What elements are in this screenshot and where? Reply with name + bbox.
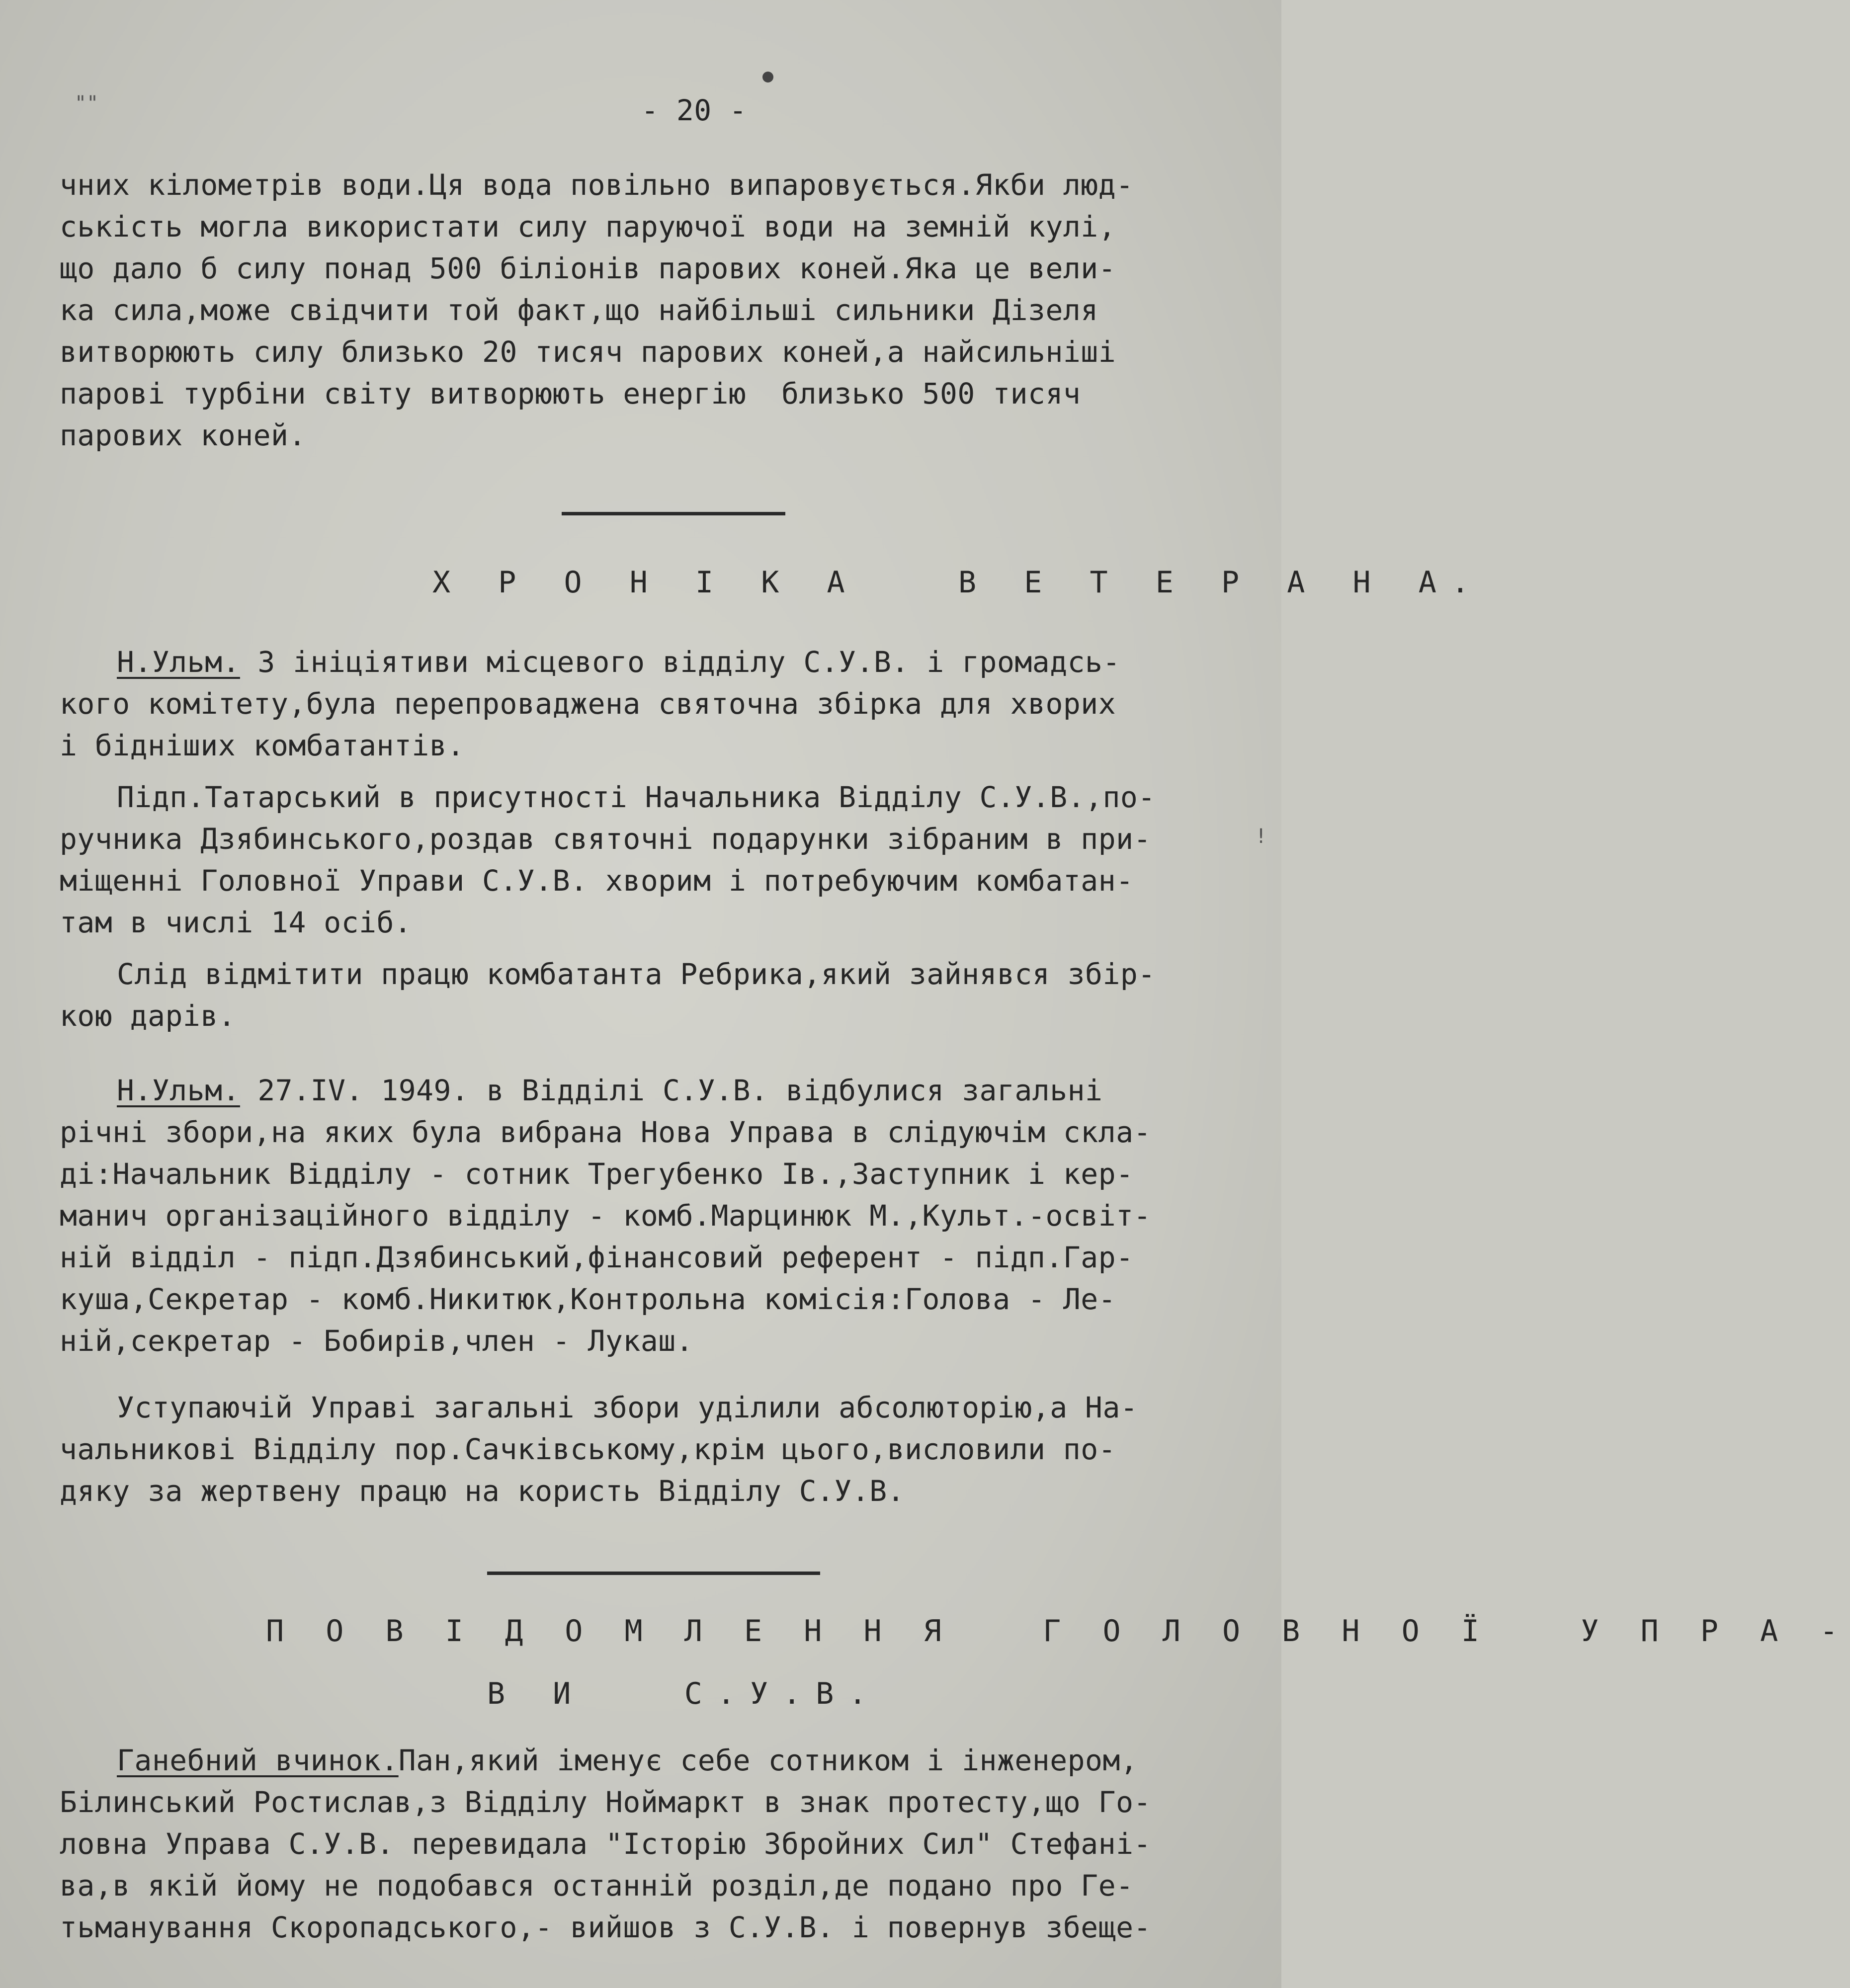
section-divider: [487, 1572, 820, 1575]
text-line: ка сила,може свідчити той факт,що найбільші сильники Дізеля: [60, 293, 1098, 327]
text-fragment: 27.IV. 1949. в Відділі С.У.В. відбулися загальні: [240, 1074, 1103, 1107]
place-name: Н.Ульм.: [117, 645, 240, 679]
text-line: там в числі 14 осіб.: [60, 906, 412, 939]
place-name: Н.Ульм.: [117, 1074, 240, 1107]
text-line: парових коней.: [60, 418, 306, 452]
section-title-announcement: П О В І Д О М Л Е Н Н Я Г О Л О В Н О Ї У П Р А -: [266, 1614, 1850, 1649]
text-line: парові турбіни світу витворюють енергію близько 500 тисяч: [60, 377, 1081, 411]
stray-mark-top-left: "": [75, 92, 99, 115]
text-line: ді:Начальник Відділу - сотник Трегубенко Ів.,Заступник і кер-: [60, 1157, 1134, 1191]
text-line: ній відділ - підп.Дзябинський,фінансовий референт - підп.Гар-: [60, 1241, 1134, 1274]
section-title-veteran-chronicle: Х Р О Н І К А В Е Т Е Р А Н А.: [432, 565, 1484, 600]
text-line: і бідніших комбатантів.: [60, 729, 465, 762]
text-line: міщенні Головної Управи С.У.В. хворим і потребуючим комбатан-: [60, 864, 1134, 898]
text-line: дяку за жертвену працю на користь Відділу С.У.В.: [60, 1474, 905, 1508]
text-line: річні збори,на яких була вибрана Нова Управа в слідуючім скла-: [60, 1115, 1151, 1149]
text-line: [117, 1740, 1138, 1781]
text-line: ловна Управа С.У.В. перевидала "Історію Збройних Сил" Стефані-: [60, 1827, 1151, 1861]
text-line: Білинський Ростислав,з Відділу Ноймаркт в знак протесту,що Го-: [60, 1785, 1151, 1819]
text-line: [117, 1070, 1102, 1111]
page-number: - 20 -: [641, 93, 747, 127]
text-line: ній,секретар - Бобирів,член - Лукаш.: [60, 1324, 694, 1358]
lead-phrase: Ганебний вчинок.: [117, 1743, 399, 1777]
text-line: чних кілометрів води.Ця вода повільно випаровується.Якби люд-: [60, 168, 1134, 202]
text-line: Підп.Татарський в присутності Начальника Відділу С.У.В.,по-: [117, 780, 1156, 814]
text-line: чальникові Відділу пор.Сачківському,крім цього,висловили по-: [60, 1432, 1116, 1466]
stray-mark-right-margin: !: [1255, 825, 1267, 848]
text-line: манич організаційного відділу - комб.Марцинюк М.,Культ.-освіт-: [60, 1199, 1151, 1233]
text-line: тьманування Скоропадського,- вийшов з С.У.В. і повернув збеще-: [60, 1910, 1151, 1944]
text-fragment: Пан,який іменує себе сотником і інженером,: [398, 1743, 1138, 1777]
text-fragment: З ініціятиви місцевого відділу С.У.В. і громадсь-: [240, 645, 1120, 679]
text-line: Уступаючій Управі загальні збори уділили абсолюторію,а На-: [117, 1391, 1138, 1424]
text-line: витворюють силу близько 20 тисяч парових коней,а найсильніші: [60, 335, 1116, 369]
text-line: ручника Дзябинського,роздав святочні подарунки зібраним в при-: [60, 822, 1151, 856]
section-divider: [562, 512, 785, 515]
text-line: Слід відмітити працю комбатанта Ребрика,який зайнявся збір-: [117, 957, 1156, 991]
text-line: [117, 641, 1120, 683]
text-line: куша,Секретар - комб.Никитюк,Контрольна комісія:Голова - Ле-: [60, 1282, 1116, 1316]
ink-blot: [762, 72, 773, 83]
section-title-announcement-cont: В И С.У.В.: [487, 1676, 882, 1711]
text-line: кого комітету,була перепроваджена святочна збірка для хворих: [60, 687, 1116, 721]
text-line: ськість могла використати силу паруючої води на земній кулі,: [60, 210, 1116, 244]
text-line: кою дарів.: [60, 999, 236, 1033]
text-line: ва,в якій йому не подобався останній розділ,де подано про Ге-: [60, 1869, 1134, 1903]
text-line: що дало б силу понад 500 біліонів парових коней.Яка це вели-: [60, 251, 1116, 285]
